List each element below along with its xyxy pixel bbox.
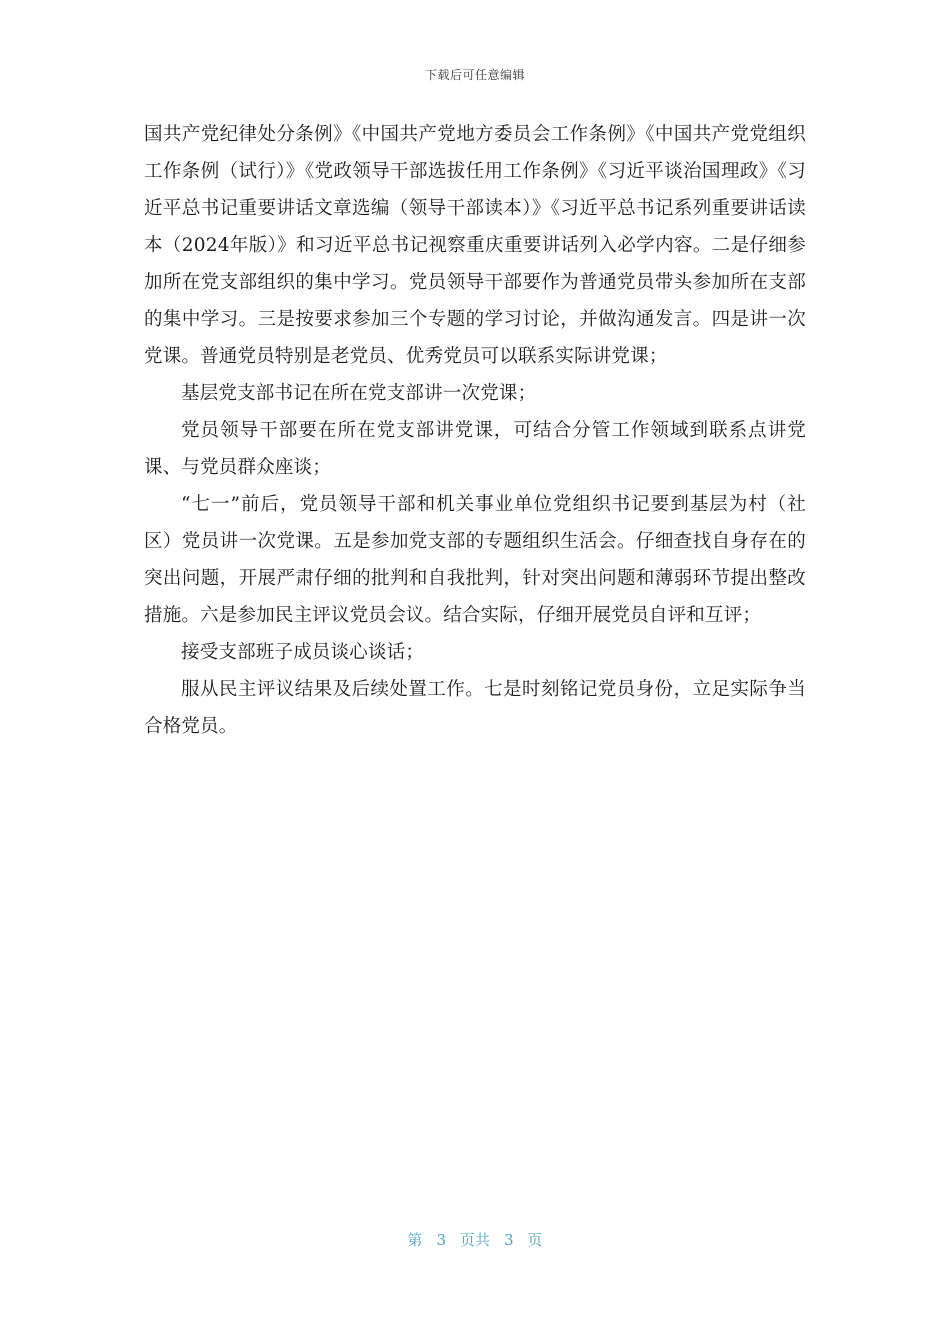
- page-label: 第: [407, 1231, 423, 1249]
- paragraph: 接受支部班子成员谈心谈话；: [181, 642, 425, 663]
- page-header: 下载后可任意编辑: [424, 68, 525, 82]
- page-of-label: 页共: [459, 1231, 490, 1249]
- page-footer: [0, 1229, 950, 1250]
- paragraph: “七一”前后，党员领导干部和机关事业单位党组织书记要到基层为村（社区）党员讲一次党课。五是参加党支部的专题组织生活会。仔细查找自身存在的突出问题，开展严肃仔细的批判和自我批判，针对突出问题和薄弱环节提出整改措施。六是参加民主评议党员会议。结合实际，仔细开展党员自评和互评；: [144, 494, 806, 626]
- paragraph: 基层党支部书记在所在党支部讲一次党课；: [181, 383, 537, 404]
- paragraph: 党员领导干部要在所在党支部讲党课，可结合分管工作领域到联系点讲党课、与党员群众座谈；: [144, 420, 806, 478]
- page-end-label: 页: [527, 1231, 543, 1249]
- paragraph: 国共产党纪律处分条例》《中国共产党地方委员会工作条例》《中国共产党党组织工作条例（试行）》《党政领导干部选拔任用工作条例》《习近平谈治国理政》《习近平总书记重要讲话文章选编（领导干部读本）》《习近平总书记系列重要讲话读本（2024年版）》和习近平总书记视察重庆重要讲话列入必学内容。二是仔细参加所在党支部组织的集中学习。党员领导干部要作为普通党员带头参加所在支部的集中学习。三是按要求参加三个专题的学习讨论，并做沟通发言。四是讲一次党课。普通党员特别是老党员、优秀党员可以联系实际讲党课；: [144, 124, 806, 367]
- document-body: [144, 116, 806, 745]
- current-page-number: 3: [436, 1231, 446, 1249]
- paragraph: 服从民主评议结果及后续处置工作。七是时刻铭记党员身份，立足实际争当合格党员。: [144, 679, 806, 737]
- total-pages-number: 3: [504, 1231, 514, 1249]
